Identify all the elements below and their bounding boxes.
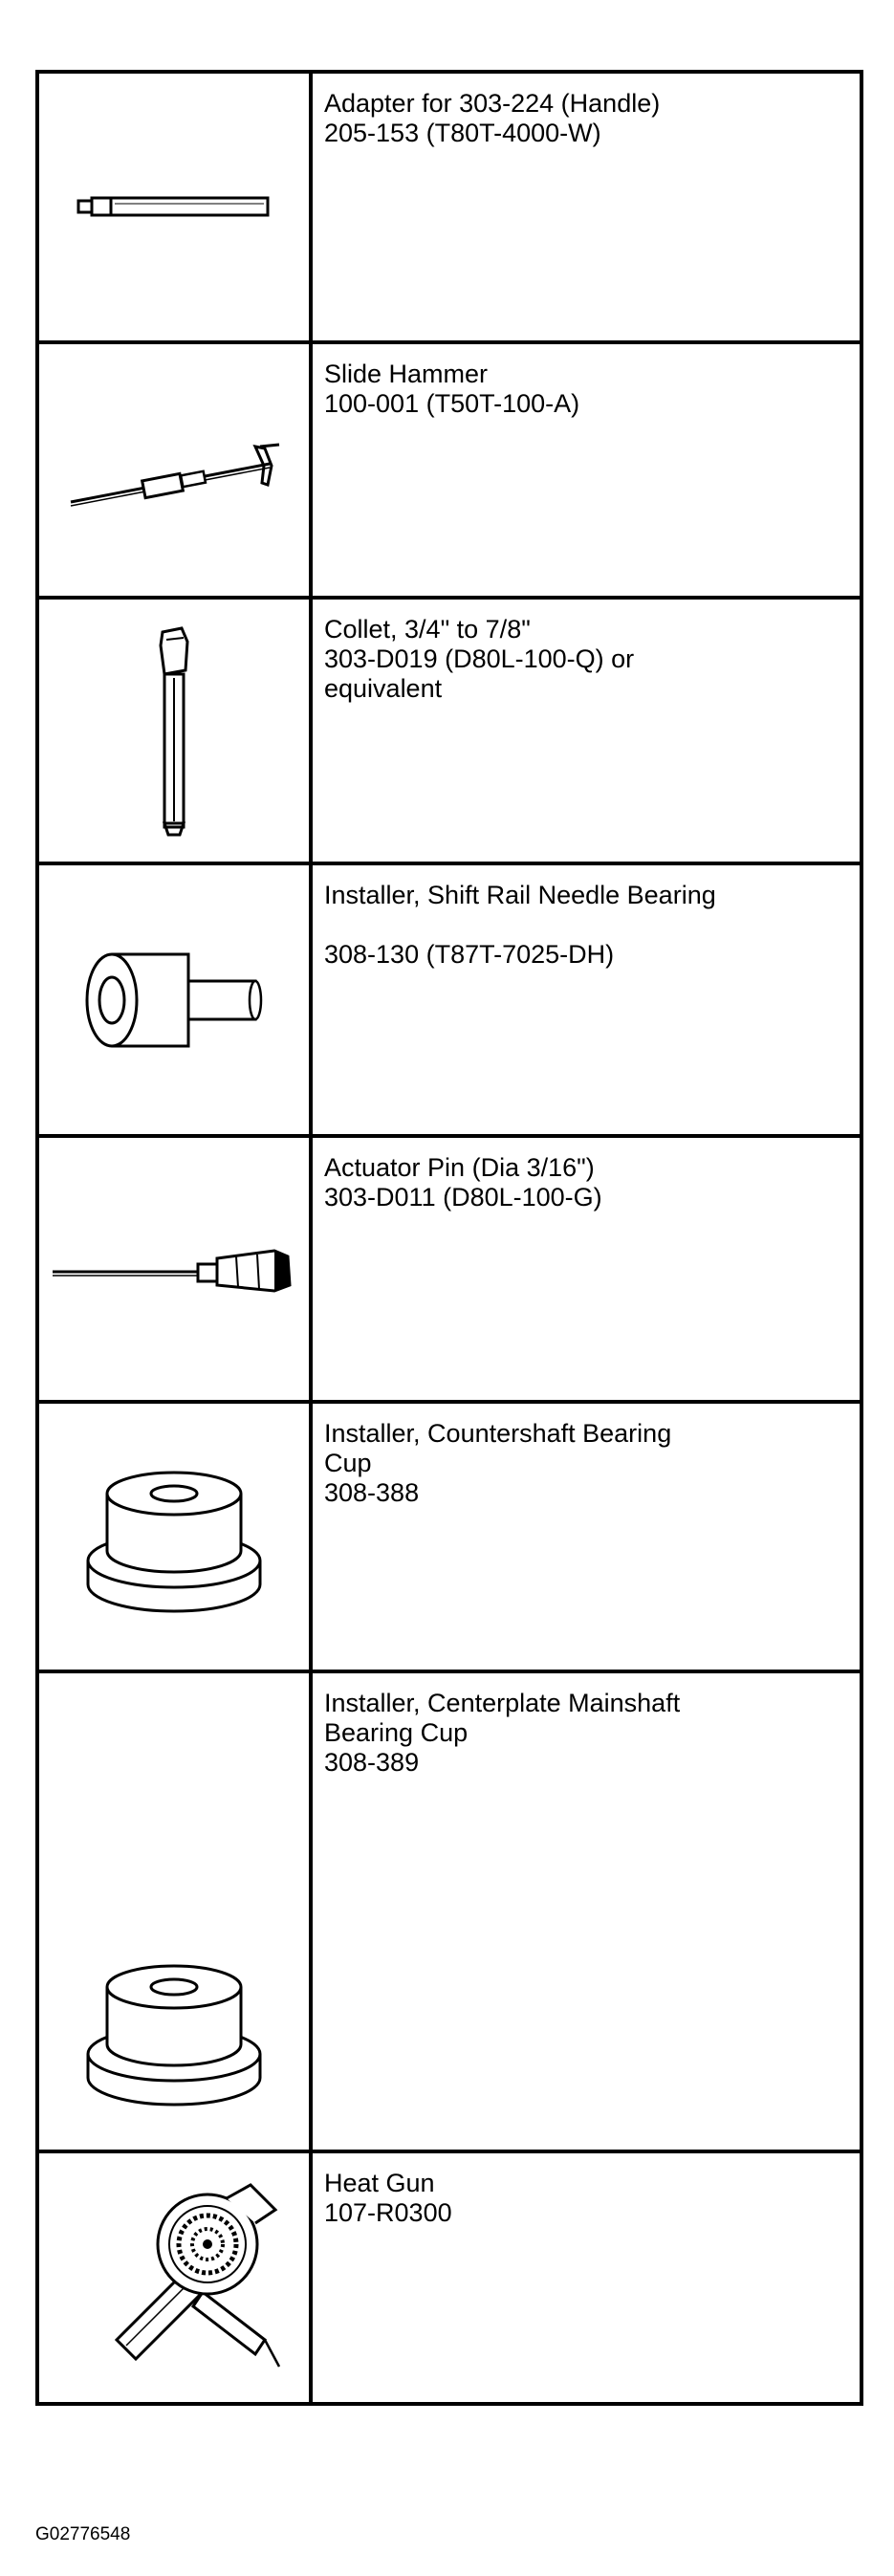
tool-row-mainshaft-cup-installer	[39, 1670, 860, 2150]
tool-number: 303-D011 (D80L-100-G)	[324, 1183, 602, 1212]
tool-name: Installer, Centerplate Mainshaft	[324, 1689, 681, 1717]
special-tools-table	[35, 70, 863, 2406]
tool-description	[313, 1404, 860, 1670]
tool-image-cell	[39, 1404, 313, 1670]
tool-description	[313, 865, 860, 1134]
tool-description	[313, 1673, 860, 2150]
tool-image-cell	[39, 74, 313, 340]
tool-image-cell	[39, 1138, 313, 1400]
tool-number: 308-388	[324, 1478, 420, 1507]
heat-gun-icon	[59, 2177, 289, 2378]
needle-bearing-installer-icon	[74, 943, 274, 1058]
tool-name: Adapter for 303-224 (Handle)	[324, 89, 661, 118]
handle-adapter-icon	[69, 188, 279, 227]
tool-row-handle-adapter	[39, 74, 860, 340]
tool-number: 100-001 (T50T-100-A)	[324, 389, 580, 418]
mainshaft-cup-installer-icon	[78, 1949, 270, 2111]
tool-image-cell	[39, 2153, 313, 2402]
tool-description	[313, 344, 860, 596]
tool-number: 308-389	[324, 1748, 420, 1777]
tool-image-cell	[39, 344, 313, 596]
tool-name: Heat Gun	[324, 2169, 435, 2197]
tool-description	[313, 74, 860, 340]
slide-hammer-icon	[59, 427, 289, 513]
tool-description	[313, 1138, 860, 1400]
actuator-pin-icon	[45, 1235, 303, 1302]
tool-name: Installer, Shift Rail Needle Bearing	[324, 881, 716, 909]
tool-number: 308-130 (T87T-7025-DH)	[324, 940, 615, 969]
tool-name: Installer, Countershaft Bearing	[324, 1419, 672, 1448]
figure-id: G02776548	[35, 2524, 131, 2544]
tool-image-cell	[39, 1673, 313, 2150]
tool-description	[313, 2153, 860, 2402]
tool-number: 205-153 (T80T-4000-W)	[324, 119, 601, 147]
tool-name: Slide Hammer	[324, 360, 489, 388]
tool-description	[313, 600, 860, 862]
tool-row-slide-hammer	[39, 340, 860, 596]
tool-name-cont: Cup	[324, 1449, 372, 1477]
tool-name: Actuator Pin (Dia 3/16")	[324, 1153, 595, 1182]
tool-row-countershaft-cup-installer	[39, 1400, 860, 1670]
tool-image-cell	[39, 600, 313, 862]
tool-number: 107-R0300	[324, 2198, 452, 2227]
tool-name-cont: Bearing Cup	[324, 1718, 469, 1747]
tool-row-needle-bearing-installer	[39, 862, 860, 1134]
tool-number: 303-D019 (D80L-100-Q) or	[324, 644, 635, 673]
countershaft-cup-installer-icon	[78, 1455, 270, 1618]
collet-icon	[145, 621, 203, 840]
tool-image-cell	[39, 865, 313, 1134]
tool-name: Collet, 3/4" to 7/8"	[324, 615, 531, 644]
tool-note: equivalent	[324, 674, 443, 703]
tool-row-heat-gun	[39, 2150, 860, 2402]
tool-row-collet	[39, 596, 860, 862]
tool-row-actuator-pin	[39, 1134, 860, 1400]
